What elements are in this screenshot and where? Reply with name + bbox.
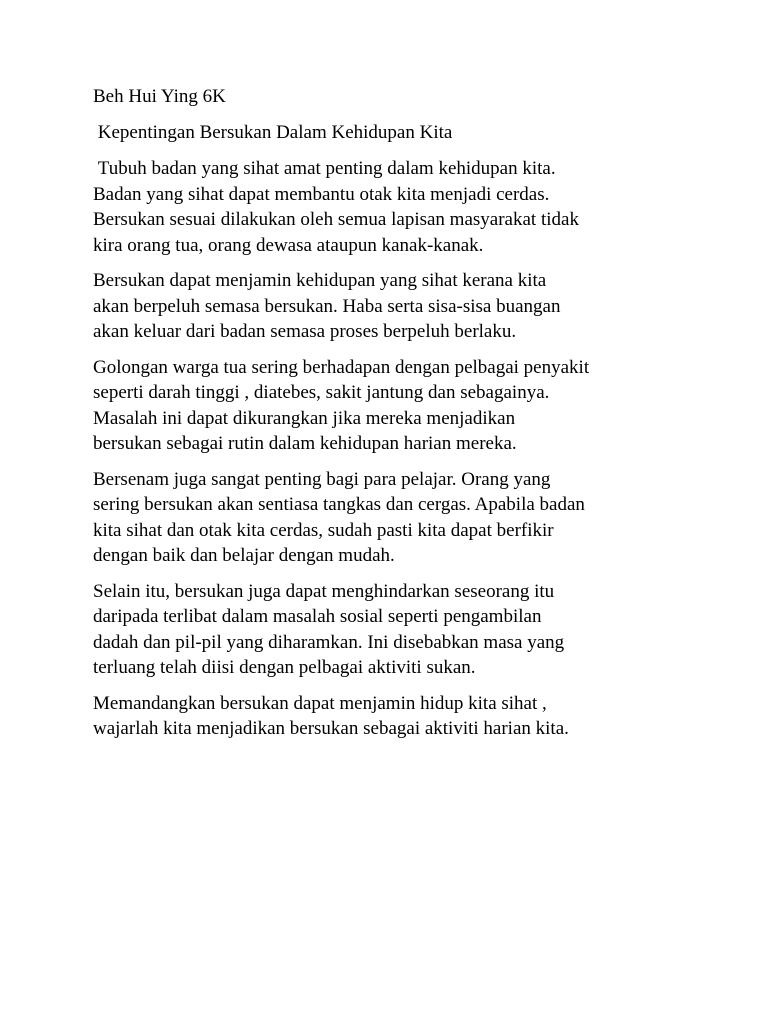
essay-title: Kepentingan Bersukan Dalam Kehidupan Kita — [93, 121, 453, 143]
paragraph-6: Memandangkan bersukan dapat menjamin hidup kita sihat , wajarlah kita menjadikan bersukan sebagai aktiviti harian kita. — [93, 692, 569, 739]
paragraph-2: Bersukan dapat menjamin kehidupan yang sihat kerana kita akan berpeluh semasa bersukan. Haba serta sisa-sisa buangan akan keluar dari badan semasa proses berpeluh berlaku. — [93, 270, 561, 342]
document-body — [93, 84, 693, 752]
paragraph-4: Bersenam juga sangat penting bagi para pelajar. Orang yang sering bersukan akan sentiasa tangkas dan cergas. Apabila badan kita sihat dan otak kita cerdas, sudah pasti kita dapat berfikir dengan baik dan belajar dengan mudah. — [93, 468, 585, 566]
paragraph-1: Tubuh badan yang sihat amat penting dalam kehidupan kita. Badan yang sihat dapat membantu otak kita menjadi cerdas. Bersukan sesuai dilakukan oleh semua lapisan masyarakat tidak kira orang tua, orang dewasa ataupun kanak-kanak. — [93, 158, 579, 256]
paragraph-5: Selain itu, bersukan juga dapat menghindarkan seseorang itu daripada terlibat dalam masalah sosial seperti pengambilan dadah dan pil-pil yang diharamkan. Ini disebabkan masa yang terluang telah diisi dengan pelbagai aktiviti sukan. — [93, 580, 565, 678]
paragraph-3: Golongan warga tua sering berhadapan dengan pelbagai penyakit seperti darah tinggi , diatebes, sakit jantung dan sebagainya. Masalah ini dapat dikurangkan jika mereka menjadikan bersukan sebagai rutin dalam kehidupan harian mereka. — [93, 356, 590, 454]
author-line: Beh Hui Ying 6K — [93, 86, 226, 107]
